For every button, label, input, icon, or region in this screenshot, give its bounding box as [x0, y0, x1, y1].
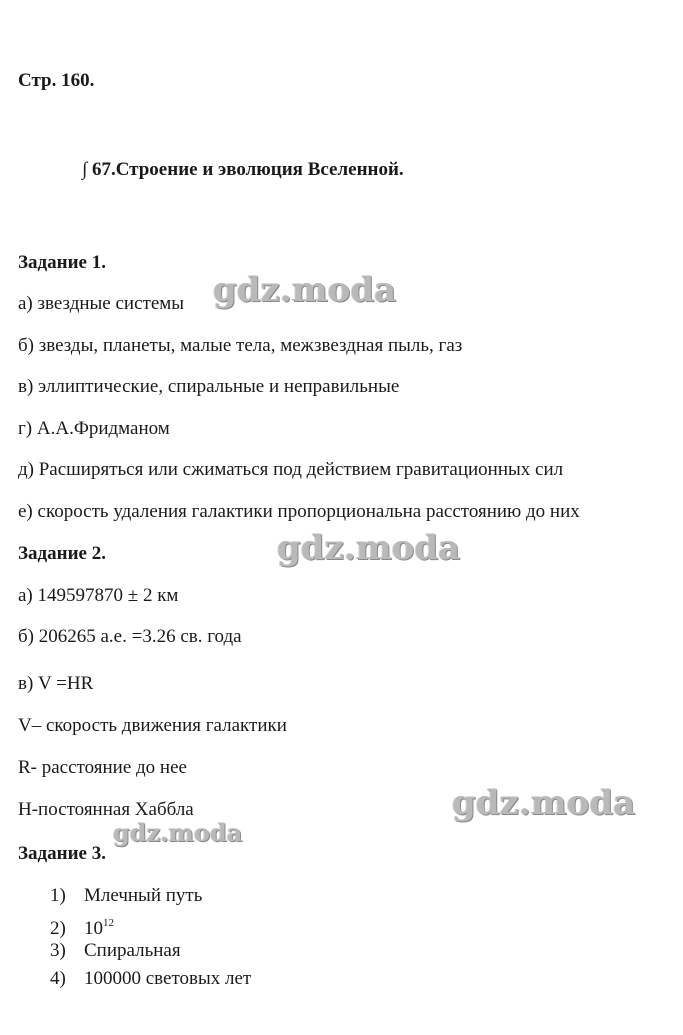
section-title: ∫ 67.Строение и эволюция Вселенной. — [82, 159, 404, 180]
watermark: gdz.moda — [113, 818, 243, 847]
task2-heading: Задание 2. — [18, 543, 106, 564]
task1-item-e: д) Расширяться или сжиматься под действием гравитационных сил — [18, 459, 564, 480]
task2-item-b: б) 206265 а.е. =3.26 св. года — [18, 626, 242, 647]
task1-item-c: в) эллиптические, спиральные и неправильные — [18, 376, 400, 397]
task2-item-h: H-постоянная Хаббла — [18, 799, 194, 820]
task1-item-f: е) скорость удаления галактики пропорциональна расстоянию до них — [18, 501, 580, 522]
task1-heading: Задание 1. — [18, 252, 106, 273]
watermark: gdz.moda — [452, 783, 636, 823]
page-label: Стр. 160. — [18, 70, 95, 91]
list-item: 1) Млечный путь — [50, 885, 203, 906]
watermark: gdz.moda — [213, 270, 397, 310]
task2-item-c: в) V =HR — [18, 673, 94, 694]
task1-item-a: а) звездные системы — [18, 293, 185, 314]
task1-item-d: г) А.А.Фридманом — [18, 418, 170, 439]
list-item: 3) Спиральная — [50, 940, 181, 961]
task2-item-a: а) 149597870 ± 2 км — [18, 585, 179, 606]
task3-list — [50, 882, 251, 992]
task2-item-v: V– скорость движения галактики — [18, 715, 287, 736]
watermark: gdz.moda — [277, 528, 461, 568]
list-item: 4) 100000 световых лет — [50, 967, 252, 989]
list-item: 2) $10^{12}$ — [50, 916, 114, 939]
task2-item-r: R- расстояние до нее — [18, 757, 187, 778]
task1-item-b: б) звезды, планеты, малые тела, межзвездная пыль, газ — [18, 335, 463, 356]
task3-heading: Задание 3. — [18, 843, 106, 864]
